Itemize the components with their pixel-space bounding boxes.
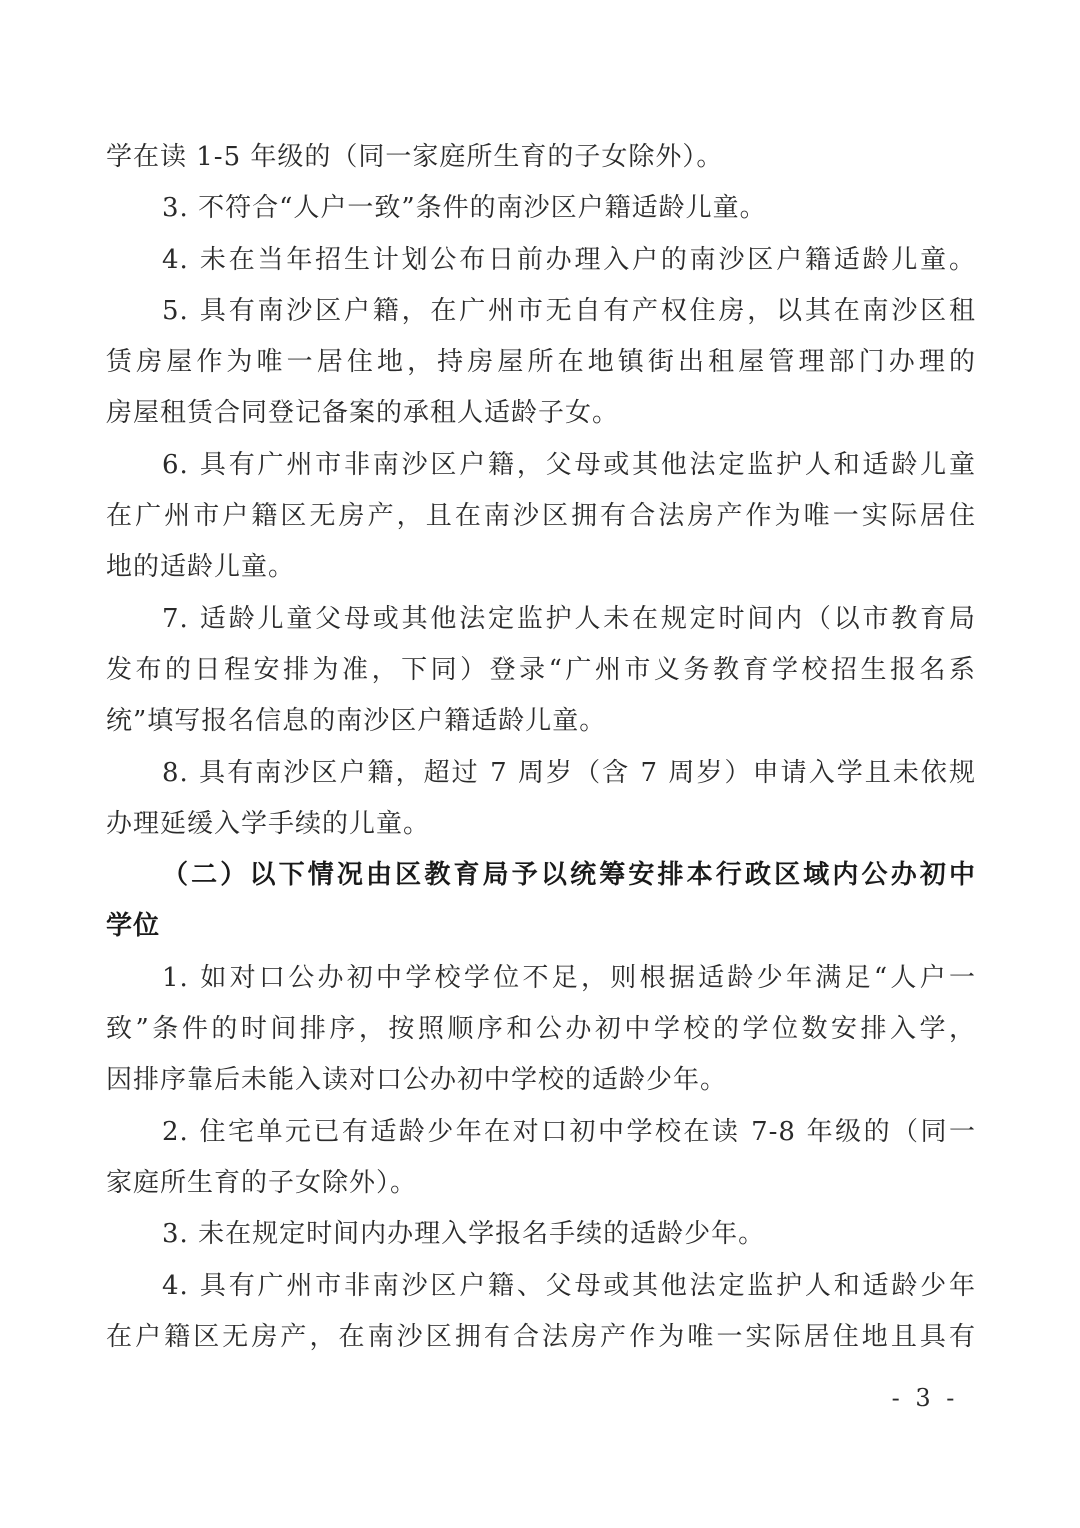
text-line: 3. 未在规定时间内办理入学报名手续的适龄少年。	[162, 1219, 766, 1250]
text-line: 7. 适龄儿童父母或其他法定监护人未在规定时间内（以市教育局	[162, 603, 976, 634]
page-number: - 3 -	[891, 1384, 959, 1412]
text-line: 致”条件的时间排序，按照顺序和公办初中学校的学位数安排入学，	[106, 1014, 976, 1045]
text-line: 2. 住宅单元已有适龄少年在对口初中学校在读 7-8 年级的（同一	[162, 1116, 976, 1147]
text-line: 学在读 1-5 年级的（同一家庭所生育的子女除外）。	[106, 142, 724, 172]
text-line: 在户籍区无房产，在南沙区拥有合法房产作为唯一实际居住地且具有	[106, 1321, 976, 1352]
text-line: 4. 未在当年招生计划公布日前办理入户的南沙区户籍适龄儿童。	[162, 244, 976, 275]
text-line: 8. 具有南沙区户籍，超过 7 周岁（含 7 周岁）申请入学且未依规	[162, 757, 976, 788]
text-line: 赁房屋作为唯一居住地，持房屋所在地镇街出租屋管理部门办理的	[106, 347, 976, 378]
text-line: 6. 具有广州市非南沙区户籍，父母或其他法定监护人和适龄儿童	[162, 449, 976, 480]
text-line: 发布的日程安排为准，下同）登录“广州市义务教育学校招生报名系	[106, 654, 976, 685]
section-heading: （二）以下情况由区教育局予以统筹安排本行政区域内公办初中	[162, 860, 976, 891]
document-body	[106, 132, 976, 1363]
text-line: 在广州市户籍区无房产，且在南沙区拥有合法房产作为唯一实际居住	[106, 501, 976, 532]
text-line: 3. 不符合“人户一致”条件的南沙区户籍适龄儿童。	[162, 193, 767, 224]
text-line: 办理延缓入学手续的儿童。	[106, 808, 431, 839]
text-line: 4. 具有广州市非南沙区户籍、父母或其他法定监护人和适龄少年	[162, 1270, 976, 1301]
section-heading-continued: 学位	[106, 911, 161, 942]
text-line: 统”填写报名信息的南沙区户籍适龄儿童。	[106, 706, 607, 737]
text-line: 5. 具有南沙区户籍，在广州市无自有产权住房，以其在南沙区租	[162, 295, 976, 326]
text-line: 地的适龄儿童。	[106, 552, 296, 583]
text-line: 因排序靠后未能入读对口公办初中学校的适龄少年。	[106, 1065, 728, 1096]
text-line: 房屋租赁合同登记备案的承租人适龄子女。	[106, 398, 620, 429]
text-line: 家庭所生育的子女除外）。	[106, 1167, 418, 1198]
text-line: 1. 如对口公办初中学校学位不足，则根据适龄少年满足“人户一	[162, 962, 976, 993]
